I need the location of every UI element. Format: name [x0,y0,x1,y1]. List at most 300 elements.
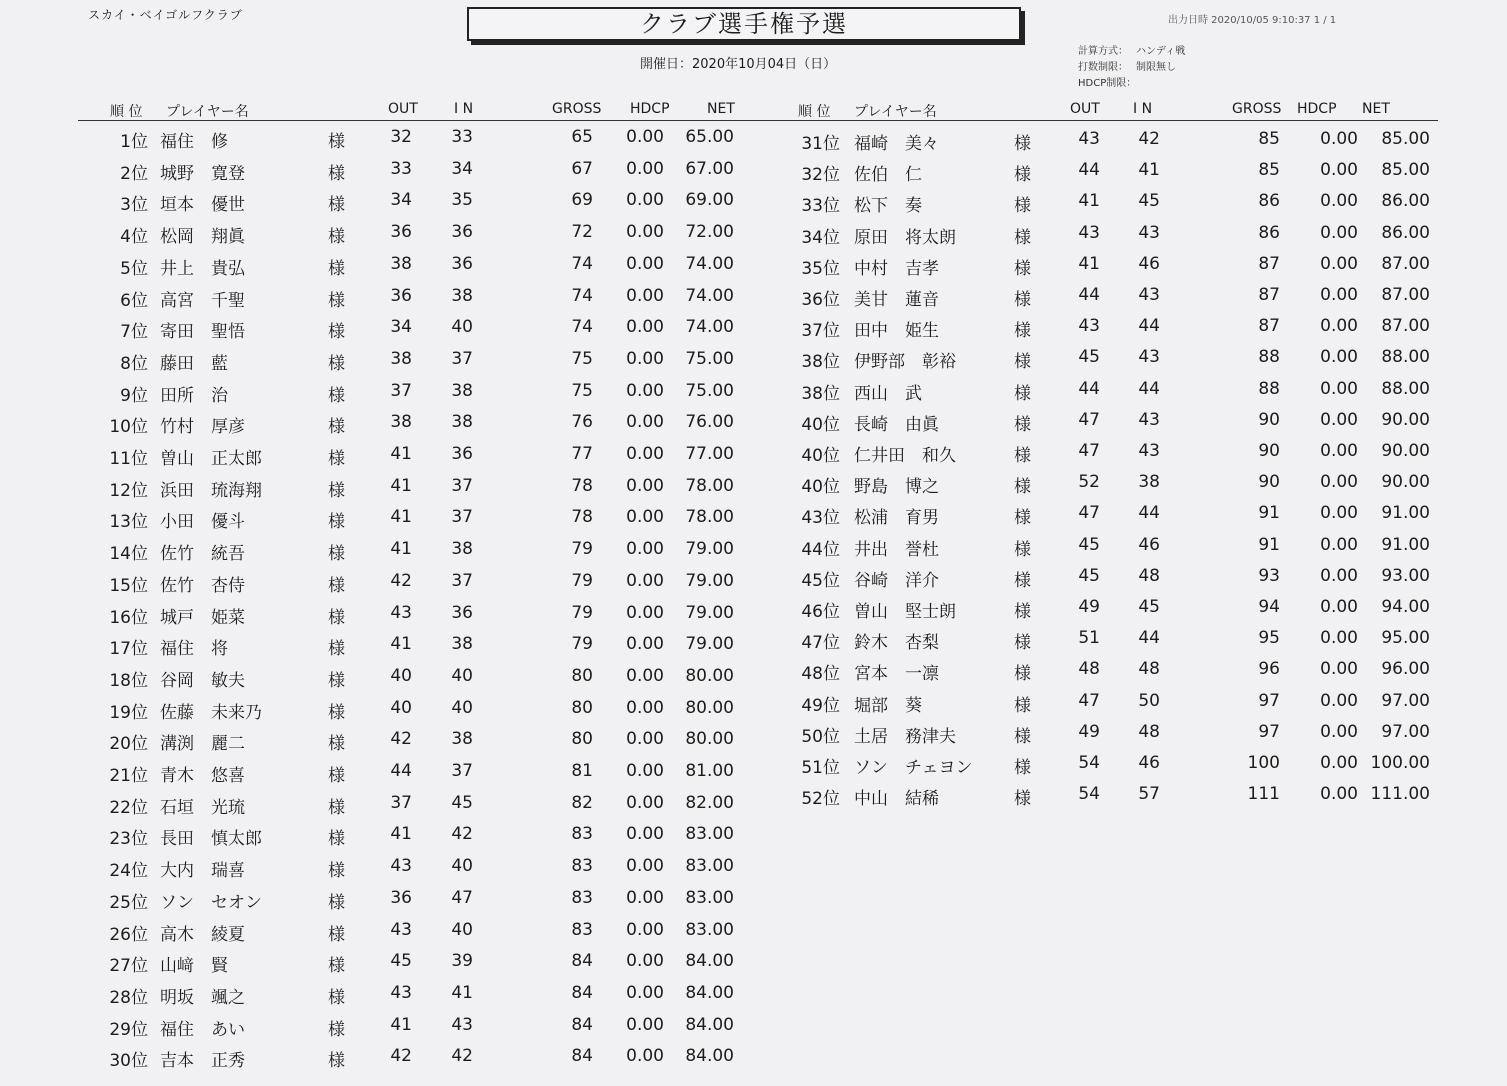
row-hdcp: 0.00 [626,1046,664,1067]
row-gross: 85 [1258,129,1280,149]
row-out: 41 [390,444,412,464]
row-out: 34 [390,190,412,211]
row-gross: 78 [571,507,593,528]
row-in: 38 [451,634,473,655]
row-honorific: 様 [1014,695,1031,716]
row-honorific: 様 [328,956,345,977]
row-in: 36 [451,444,473,464]
row-out: 43 [1078,316,1100,337]
col-header-gross: GROSS [1232,101,1282,117]
row-in: 38 [451,412,473,433]
row-hdcp: 0.00 [1320,534,1358,555]
row-out: 33 [390,158,412,179]
row-hdcp: 0.00 [626,951,664,972]
row-name: 青木 悠喜 [160,766,245,786]
row-honorific: 様 [328,195,345,216]
row-in: 42 [451,1046,473,1067]
row-gross: 83 [571,856,593,877]
row-net: 74.00 [685,253,734,274]
row-in: 47 [451,887,473,908]
row-rank: 2位 [120,163,148,184]
row-gross: 75 [571,348,593,369]
row-in: 40 [451,856,473,877]
row-name: 城戸 姫菜 [160,607,245,628]
row-gross: 96 [1258,659,1280,680]
col-header-hdcp: HDCP [630,101,670,117]
row-gross: 88 [1258,347,1280,368]
row-honorific: 様 [328,449,345,469]
row-name: 松浦 育男 [854,508,939,529]
row-honorific: 様 [1014,383,1031,404]
row-net: 88.00 [1381,378,1430,399]
row-hdcp: 0.00 [626,253,664,274]
row-net: 91.00 [1381,534,1430,555]
row-net: 67.00 [685,158,734,179]
row-out: 38 [390,412,412,433]
row-net: 65.00 [685,127,734,147]
row-out: 48 [1078,659,1100,680]
row-rank: 38位 [801,352,840,373]
col-header-net: NET [707,101,735,117]
row-hdcp: 0.00 [626,317,664,338]
row-out: 43 [390,856,412,877]
row-honorific: 様 [328,1051,345,1072]
row-rank: 19位 [109,702,148,723]
row-in: 37 [451,507,473,528]
row-honorific: 様 [328,512,345,533]
row-rank: 26位 [109,924,148,945]
row-name: 吉本 正秀 [160,1051,245,1072]
row-net: 83.00 [685,824,734,845]
row-name: 大内 瑞喜 [160,861,245,882]
row-gross: 88 [1258,378,1280,399]
row-hdcp: 0.00 [626,507,664,528]
row-out: 41 [390,634,412,655]
row-in: 45 [1138,597,1160,617]
row-gross: 80 [571,697,593,718]
row-net: 86.00 [1381,222,1430,243]
row-net: 90.00 [1381,472,1430,493]
row-hdcp: 0.00 [626,158,664,179]
row-rank: 32位 [801,165,840,186]
row-honorific: 様 [1014,414,1031,435]
row-honorific: 様 [328,924,345,945]
row-gross: 95 [1258,628,1280,649]
row-in: 36 [451,222,473,243]
hdcp-limit-label: HDCP制限： [1078,78,1137,89]
row-out: 41 [390,475,412,496]
row-in: 46 [1138,753,1160,773]
row-net: 72.00 [685,222,734,243]
row-honorific: 様 [328,1019,345,1040]
row-honorific: 様 [328,258,345,279]
row-net: 111.00 [1370,784,1430,805]
row-hdcp: 0.00 [1320,721,1358,742]
row-in: 38 [451,285,473,306]
row-rank: 37位 [801,321,840,342]
row-net: 90.00 [1381,441,1430,461]
header-divider [78,120,1438,121]
col-header-out: OUT [388,101,418,117]
row-rank: 9位 [120,385,148,406]
row-net: 79.00 [685,634,734,655]
row-rank: 51位 [801,758,840,778]
row-honorific: 様 [328,607,345,628]
row-gross: 84 [571,1046,593,1067]
row-honorific: 様 [328,575,345,596]
row-honorific: 様 [1014,539,1031,560]
row-gross: 67 [571,158,593,179]
row-gross: 90 [1258,409,1280,430]
col-header-net: NET [1362,101,1390,117]
row-net: 80.00 [685,665,734,686]
row-gross: 72 [571,222,593,243]
stroke-limit [1078,60,1185,76]
row-out: 38 [390,348,412,369]
row-honorific: 様 [1014,258,1031,279]
row-name: 藤田 藍 [160,353,228,374]
row-honorific: 様 [1014,633,1031,654]
row-net: 75.00 [685,348,734,369]
row-name: 中村 吉孝 [854,258,939,279]
row-net: 100.00 [1370,753,1430,773]
row-in: 39 [451,951,473,972]
row-in: 38 [451,380,473,401]
row-gross: 94 [1258,597,1280,617]
row-name: 福崎 美々 [854,134,939,154]
row-honorific: 様 [328,702,345,723]
row-in: 40 [451,697,473,718]
row-name: 佐竹 統吾 [160,544,245,565]
row-honorific: 様 [328,163,345,184]
row-name: 長田 慎太郎 [160,829,262,850]
row-rank: 25位 [109,892,148,913]
row-net: 97.00 [1381,690,1430,711]
row-hdcp: 0.00 [1320,628,1358,649]
row-out: 41 [1078,191,1100,212]
row-honorific: 様 [328,861,345,882]
row-gross: 91 [1258,534,1280,555]
row-gross: 97 [1258,690,1280,711]
row-rank: 20位 [109,734,148,755]
row-name: 鈴木 杏梨 [854,633,939,654]
row-honorific: 様 [1014,446,1031,466]
row-rank: 44位 [801,539,840,560]
row-net: 84.00 [685,982,734,1003]
row-in: 48 [1138,659,1160,680]
row-in: 36 [451,253,473,274]
row-hdcp: 0.00 [1320,253,1358,274]
row-name: 中山 結稀 [854,789,939,810]
row-name: 堀部 葵 [854,695,922,716]
row-name: 井出 誉杜 [854,539,939,560]
row-hdcp: 0.00 [1320,441,1358,461]
row-name: 西山 武 [854,383,922,404]
row-name: 佐竹 杏侍 [160,575,245,596]
row-honorific: 様 [328,544,345,565]
row-out: 47 [1078,690,1100,711]
row-honorific: 様 [1014,352,1031,373]
row-name: 谷岡 敏夫 [160,670,245,691]
row-in: 34 [451,158,473,179]
row-out: 47 [1078,441,1100,461]
row-out: 41 [390,507,412,528]
row-in: 44 [1138,378,1160,399]
row-in: 44 [1138,503,1160,524]
row-honorific: 様 [328,766,345,786]
event-date: 開催日：2020年10月04日（日） [640,57,837,72]
row-rank: 21位 [109,766,148,786]
report-title: クラブ選手権予選 [467,7,1021,41]
row-gross: 90 [1258,472,1280,493]
row-hdcp: 0.00 [1320,160,1358,181]
row-honorific: 様 [1014,290,1031,310]
row-name: 曽山 正太郎 [160,449,262,469]
row-net: 76.00 [685,412,734,433]
row-name: 高宮 千聖 [160,290,245,311]
row-hdcp: 0.00 [626,1014,664,1035]
row-hdcp: 0.00 [626,919,664,940]
row-hdcp: 0.00 [1320,472,1358,493]
row-honorific: 様 [328,829,345,850]
row-out: 54 [1078,753,1100,773]
row-honorific: 様 [1014,477,1031,498]
row-hdcp: 0.00 [626,761,664,781]
row-hdcp: 0.00 [1320,129,1358,149]
row-gross: 81 [571,761,593,781]
row-honorific: 様 [1014,227,1031,248]
row-in: 43 [1138,285,1160,305]
row-net: 79.00 [685,570,734,591]
row-name: 佐伯 仁 [854,165,922,186]
row-out: 36 [390,285,412,306]
row-gross: 79 [571,634,593,655]
row-honorific: 様 [1014,789,1031,810]
row-hdcp: 0.00 [1320,753,1358,773]
row-honorific: 様 [1014,758,1031,778]
row-hdcp: 0.00 [626,222,664,243]
row-in: 43 [1138,347,1160,368]
row-out: 42 [390,570,412,591]
row-honorific: 様 [1014,726,1031,747]
row-gross: 74 [571,317,593,338]
row-hdcp: 0.00 [626,348,664,369]
row-in: 40 [451,317,473,338]
row-net: 81.00 [685,761,734,781]
print-timestamp: 出力日時 2020/10/05 9:10:37 1 / 1 [1168,15,1337,26]
row-honorific: 様 [328,639,345,660]
row-net: 84.00 [685,1014,734,1035]
row-rank: 29位 [109,1019,148,1040]
calc-method-value: ハンディ戦 [1136,46,1186,57]
row-rank: 40位 [801,446,840,466]
row-out: 36 [390,222,412,243]
row-net: 87.00 [1381,285,1430,305]
row-net: 69.00 [685,190,734,211]
row-in: 42 [1138,129,1160,149]
row-rank: 34位 [801,227,840,248]
row-hdcp: 0.00 [626,285,664,306]
row-gross: 79 [571,602,593,623]
row-in: 43 [1138,222,1160,243]
calc-method [1078,44,1185,60]
row-in: 35 [451,190,473,211]
calculation-settings [1078,44,1185,92]
col-header-rank: 順 位 [110,104,143,120]
row-rank: 30位 [109,1051,148,1072]
row-rank: 31位 [801,134,840,154]
col-header-in: I N [454,101,474,117]
row-name: 土居 務津夫 [854,726,956,747]
row-hdcp: 0.00 [1320,316,1358,337]
row-in: 33 [451,127,473,147]
row-out: 37 [390,792,412,813]
row-net: 82.00 [685,792,734,813]
row-gross: 90 [1258,441,1280,461]
row-hdcp: 0.00 [626,665,664,686]
row-net: 83.00 [685,919,734,940]
row-gross: 79 [571,570,593,591]
row-rank: 7位 [120,322,148,343]
row-hdcp: 0.00 [1320,222,1358,243]
row-in: 37 [451,761,473,781]
row-in: 37 [451,348,473,369]
row-out: 45 [390,951,412,972]
row-out: 45 [1078,565,1100,586]
row-out: 44 [390,761,412,781]
row-gross: 79 [571,539,593,560]
row-gross: 77 [571,444,593,464]
row-name: 小田 優斗 [160,512,245,533]
row-rank: 50位 [801,726,840,747]
row-net: 85.00 [1381,160,1430,181]
row-honorific: 様 [328,385,345,406]
row-name: ソン セオン [160,892,262,913]
row-name: 明坂 颯之 [160,987,245,1008]
row-out: 47 [1078,503,1100,524]
row-net: 84.00 [685,1046,734,1067]
row-out: 51 [1078,628,1100,649]
row-out: 41 [390,824,412,845]
row-in: 45 [1138,191,1160,212]
row-in: 40 [451,665,473,686]
row-rank: 27位 [109,956,148,977]
row-net: 78.00 [685,475,734,496]
row-honorific: 様 [328,290,345,311]
row-honorific: 様 [1014,134,1031,154]
col-header-name: プレイヤー名 [166,104,249,120]
row-rank: 43位 [801,508,840,529]
row-in: 44 [1138,628,1160,649]
row-honorific: 様 [1014,196,1031,217]
row-gross: 100 [1247,753,1280,773]
row-name: 山﨑 賢 [160,956,228,977]
row-gross: 76 [571,412,593,433]
row-honorific: 様 [328,892,345,913]
row-honorific: 様 [1014,321,1031,342]
row-rank: 48位 [801,664,840,685]
row-gross: 78 [571,475,593,496]
row-rank: 5位 [120,258,148,279]
row-hdcp: 0.00 [1320,597,1358,617]
row-rank: 23位 [109,829,148,850]
row-honorific: 様 [328,797,345,818]
row-in: 50 [1138,690,1160,711]
row-in: 37 [451,570,473,591]
row-out: 54 [1078,784,1100,805]
row-net: 74.00 [685,317,734,338]
row-rank: 18位 [109,670,148,691]
row-net: 91.00 [1381,503,1430,524]
row-rank: 49位 [801,695,840,716]
row-out: 44 [1078,160,1100,181]
row-honorific: 様 [1014,508,1031,529]
row-rank: 14位 [109,544,148,565]
row-out: 41 [1078,253,1100,274]
row-gross: 97 [1258,721,1280,742]
col-header-gross: GROSS [552,101,602,117]
row-hdcp: 0.00 [1320,690,1358,711]
row-net: 83.00 [685,887,734,908]
row-hdcp: 0.00 [626,412,664,433]
row-rank: 40位 [801,414,840,435]
row-in: 41 [1138,160,1160,181]
row-rank: 4位 [120,227,148,248]
row-hdcp: 0.00 [626,602,664,623]
row-rank: 28位 [109,987,148,1008]
row-hdcp: 0.00 [626,444,664,464]
row-name: 長崎 由眞 [854,414,939,435]
row-rank: 46位 [801,602,840,622]
row-rank: 33位 [801,196,840,217]
row-gross: 87 [1258,316,1280,337]
row-hdcp: 0.00 [626,539,664,560]
row-in: 48 [1138,721,1160,742]
row-net: 84.00 [685,951,734,972]
row-in: 45 [451,792,473,813]
row-in: 40 [451,919,473,940]
row-gross: 65 [571,127,593,147]
row-out: 43 [390,602,412,623]
calc-method-label: 計算方式： [1078,46,1128,57]
row-name: 松下 奏 [854,196,922,217]
row-out: 41 [390,539,412,560]
row-out: 42 [390,729,412,750]
row-net: 83.00 [685,856,734,877]
row-name: 宮本 一凛 [854,664,939,685]
row-hdcp: 0.00 [626,190,664,211]
col-header-in: I N [1133,101,1153,117]
row-net: 79.00 [685,539,734,560]
row-net: 75.00 [685,380,734,401]
row-rank: 47位 [801,633,840,654]
row-gross: 87 [1258,253,1280,274]
row-rank: 11位 [109,449,148,469]
stroke-limit-label: 打数制限： [1078,62,1128,73]
row-honorific: 様 [1014,664,1031,685]
row-honorific: 様 [328,132,345,152]
row-honorific: 様 [328,987,345,1008]
row-rank: 12位 [109,480,148,501]
col-header-hdcp: HDCP [1297,101,1337,117]
row-out: 42 [390,1046,412,1067]
row-in: 37 [451,475,473,496]
row-net: 95.00 [1381,628,1430,649]
row-hdcp: 0.00 [626,792,664,813]
row-rank: 13位 [109,512,148,533]
row-rank: 35位 [801,258,840,279]
hdcp-limit [1078,76,1185,92]
